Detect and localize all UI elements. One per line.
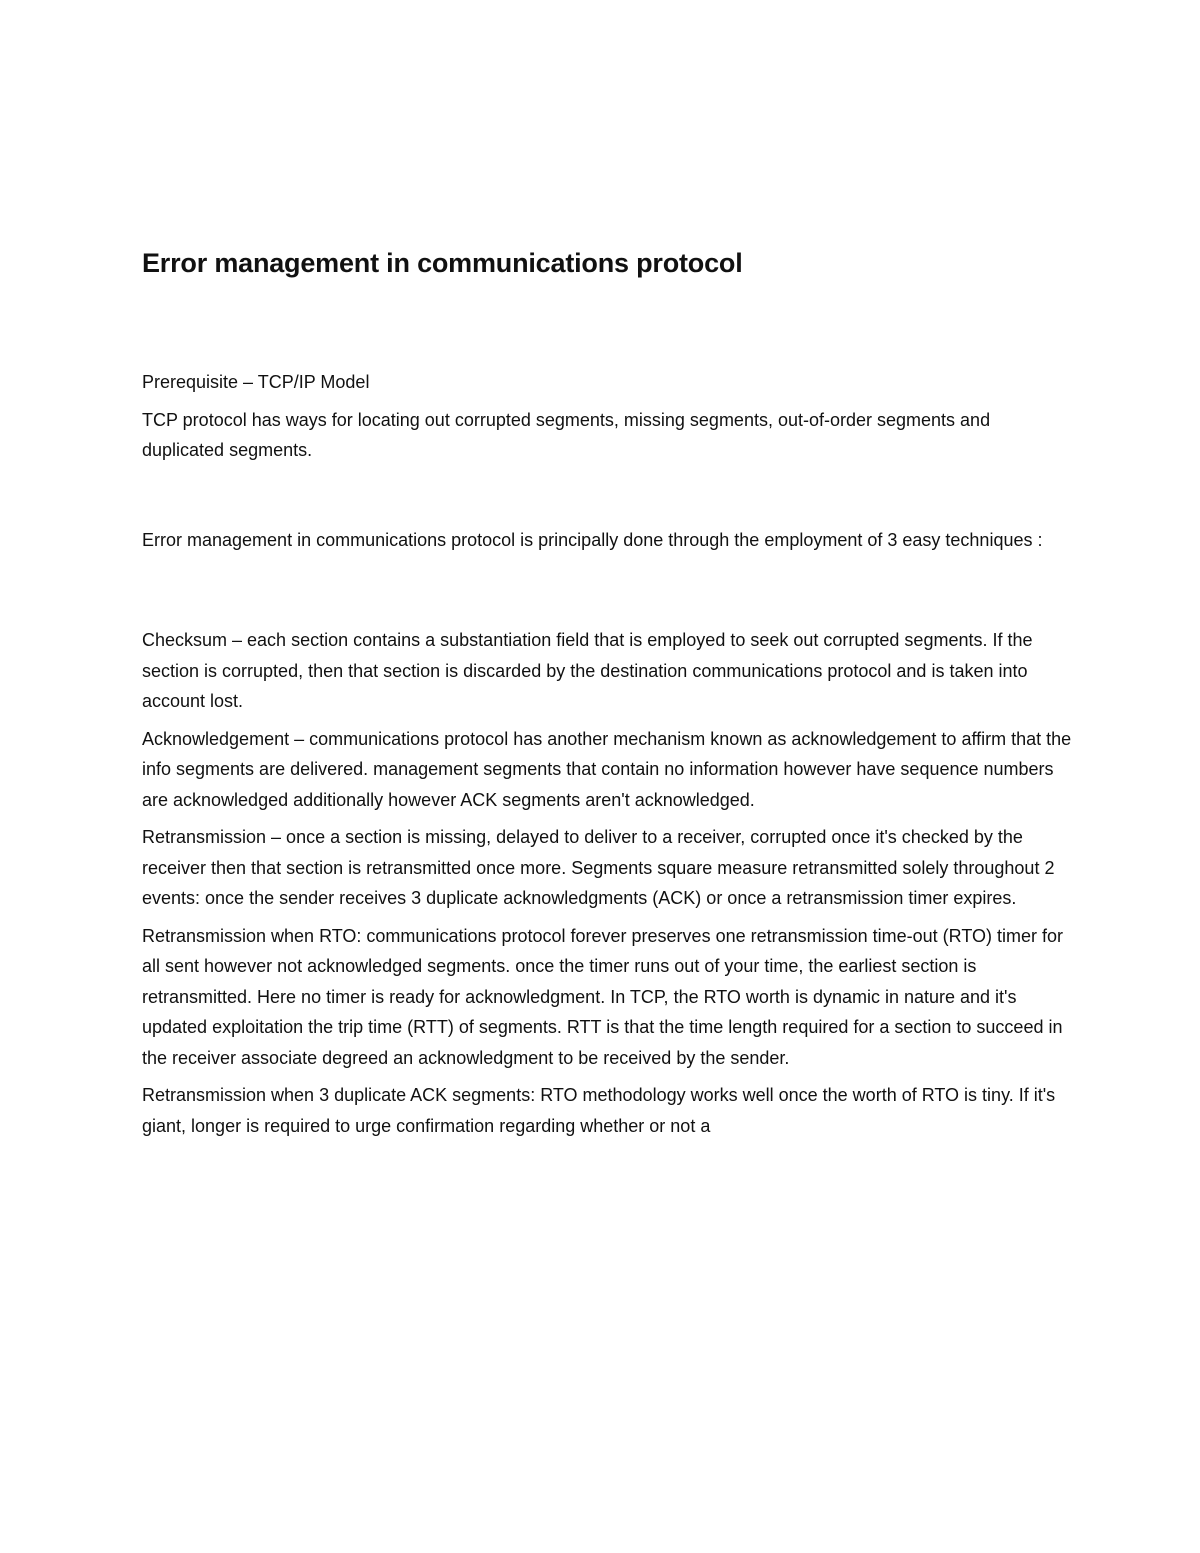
paragraph-tcp-detection: TCP protocol has ways for locating out corrupted segments, missing segments, out-of-order segments and duplicated segments. <box>142 409 991 460</box>
paragraph-checksum: Checksum – each section contains a substantiation field that is employed to seek out corrupted segments. If the section is corrupted, then that section is discarded by the destination communications protocol and is taken into account lost. <box>142 630 1033 711</box>
paragraph-retransmission: Retransmission – once a section is missing, delayed to deliver to a receiver, corrupted once it's checked by the receiver then that section is retransmitted once more. Segments square measure retransmitted solely throughout 2 events: once the sender receives 3 duplicate acknowledgments (ACK) or once a retransmission timer expires. <box>142 827 1055 908</box>
paragraph-retransmission-rto: Retransmission when RTO: communications protocol forever preserves one retransmission time-out (RTO) timer for all sent however not acknowledged segments. once the timer runs out of your time, the earliest section is retransmitted. Here no timer is ready for acknowledgment. In TCP, the RTO worth is dynamic in nature and it's updated exploitation the trip time (RTT) of segments. RTT is that the time length required for a section to succeed in the receiver associate degreed an acknowledgment to be received by the sender. <box>142 925 1063 1068</box>
paragraph-techniques-intro: Error management in communications protocol is principally done through the employment of 3 easy techniques : <box>142 529 1043 550</box>
prerequisite-line: Prerequisite – TCP/IP Model <box>142 372 370 392</box>
document-body <box>142 246 1072 1141</box>
paragraph-retransmission-dup-ack: Retransmission when 3 duplicate ACK segments: RTO methodology works well once the worth of RTO is tiny. If it's giant, longer is required to urge confirmation regarding whether or not a <box>142 1085 1056 1136</box>
paragraph-acknowledgement: Acknowledgement – communications protocol has another mechanism known as acknowledgement to affirm that the info segments are delivered. management segments that contain no information however have sequence numbers are acknowledged additionally however ACK segments aren't acknowledged. <box>142 728 1072 810</box>
document-title: Error management in communications protocol <box>142 248 743 278</box>
